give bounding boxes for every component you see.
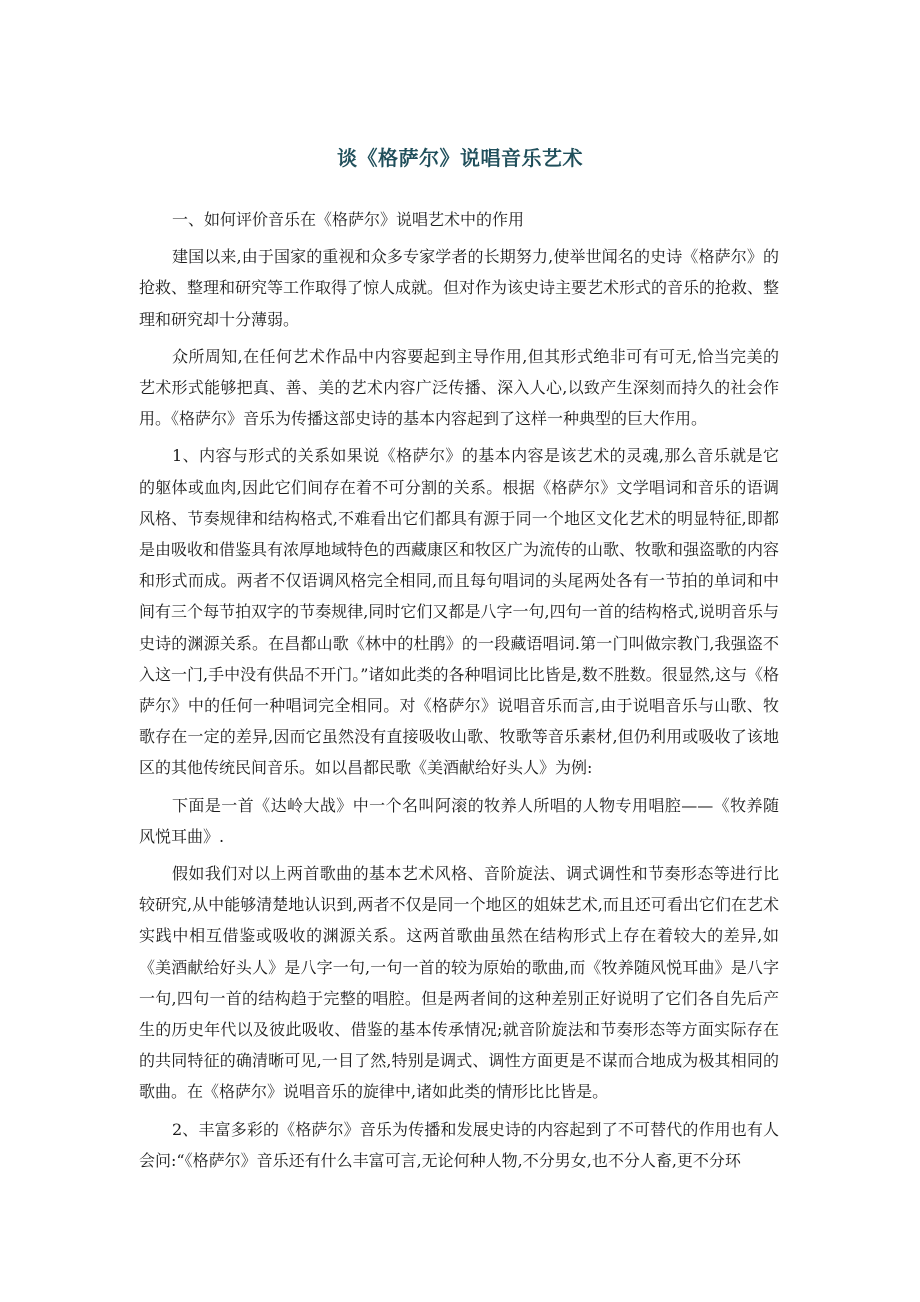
paragraph: 下面是一首《达岭大战》中一个名叫阿滚的牧养人所唱的人物专用唱腔——《牧养随风悦耳曲》.: [139, 795, 779, 846]
document-title: 谈《格萨尔》说唱音乐艺术: [337, 146, 583, 170]
paragraph: 1、内容与形式的关系如果说《格萨尔》的基本内容是该艺术的灵魂,那么音乐就是它的躯体或血肉,因此它们间存在着不可分割的关系。根据《格萨尔》文学唱词和音乐的语调风格、节奏规律和结构格式,不难看出它们都具有源于同一个地区文化艺术的明显特征,即都是由吸收和借鉴具有浓厚地域特色的西藏康区和牧区广为流传的山歌、牧歌和强盗歌的内容和形式而成。两者不仅语调风格完全相同,而且每句唱词的头尾两处各有一节拍的单词和中间有三个每节拍双字的节奏规律,同时它们又都是八字一句,四句一首的结构格式,说明音乐与史诗的渊源关系。在昌都山歌《林中的杜鹃》的一段藏语唱词.第一门叫做宗教门,我强盗不入这一门,手中没有供品不开门。”诸如此类的各种唱词比比皆是,数不胜数。很显然,这与《格萨尔》中的任何一种唱词完全相同。对《格萨尔》说唱音乐而言,由于说唱音乐与山歌、牧歌存在一定的差异,因而它虽然没有直接吸收山歌、牧歌等音乐素材,但仍利用或吸收了该地区的其他传统民间音乐。如以昌都民歌《美酒献给好头人》为例:: [139, 446, 780, 778]
section-heading: 一、如何评价音乐在《格萨尔》说唱艺术中的作用: [172, 210, 525, 229]
paragraph: 2、丰富多彩的《格萨尔》音乐为传播和发展史诗的内容起到了不可替代的作用也有人会问:“《格萨尔》音乐还有什么丰富可言,无论何种人物,不分男女,也不分人畜,更不分环: [139, 1119, 779, 1170]
paragraph: 众所周知,在任何艺术作品中内容要起到主导作用,但其形式绝非可有可无,恰当完美的艺术形式能够把真、善、美的艺术内容广泛传播、深入人心,以致产生深刻而持久的社会作用。《格萨尔》音乐为传播这部史诗的基本内容起到了这样一种典型的巨大作用。: [139, 346, 779, 429]
paragraph: 建国以来,由于国家的重视和众多专家学者的长期努力,使举世闻名的史诗《格萨尔》的抢救、整理和研究等工作取得了惊人成就。但对作为该史诗主要艺术形式的音乐的抢救、整理和研究却十分薄弱。: [139, 247, 780, 329]
document-body: [139, 204, 779, 1176]
paragraph: 假如我们对以上两首歌曲的基本艺术风格、音阶旋法、调式调性和节奏形态等进行比较研究,从中能够清楚地认识到,两者不仅是同一个地区的姐妹艺术,而且还可看出它们在艺术实践中相互借鉴或吸收的渊源关系。这两首歌曲虽然在结构形式上存在着较大的差异,如《美酒献给好头人》是八字一句,一句一首的较为原始的歌曲,而《牧养随风悦耳曲》是八字一句,四句一首的结构趋于完整的唱腔。但是两者间的这种差别正好说明了它们各自先后产生的历史年代以及彼此吸收、借鉴的基本传承情况;就音阶旋法和节奏形态等方面实际存在的共同特征的确清晰可见,一目了然,特别是调式、调性方面更是不谋而合地成为极其相同的歌曲。在《格萨尔》说唱音乐的旋律中,诸如此类的情形比比皆是。: [139, 864, 779, 1102]
